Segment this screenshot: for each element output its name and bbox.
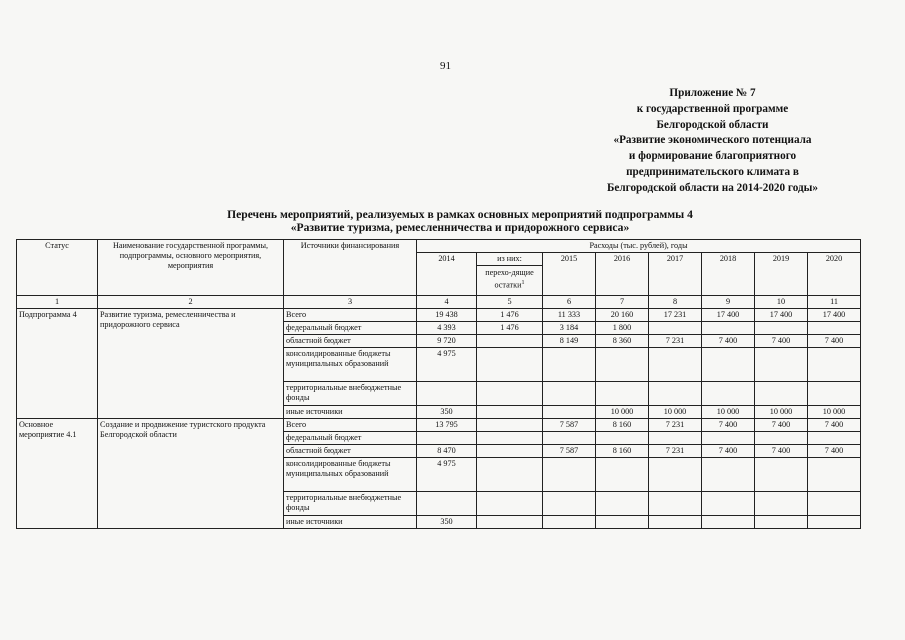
amount-cell [543, 458, 596, 492]
column-index: 2 [98, 296, 284, 309]
appendix-header [560, 86, 865, 197]
appendix-line: Белгородской области на 2014-2020 годы» [607, 181, 818, 194]
amount-cell: 7 400 [702, 445, 755, 458]
column-index: 9 [702, 296, 755, 309]
amount-cell [417, 382, 477, 406]
measure-name-cell: Развитие туризма, ремесленничества и придорожного сервиса [98, 309, 284, 419]
amount-cell [649, 492, 702, 516]
column-index: 3 [284, 296, 417, 309]
amount-cell [808, 322, 861, 335]
amount-cell: 1 800 [596, 322, 649, 335]
amount-cell: 7 587 [543, 445, 596, 458]
amount-cell: 7 400 [808, 445, 861, 458]
appendix-line: Приложение № 7 [669, 87, 756, 99]
amount-cell [596, 458, 649, 492]
amount-cell [596, 382, 649, 406]
amount-cell: 7 400 [702, 419, 755, 432]
amount-cell: 8 149 [543, 335, 596, 348]
amount-cell: 7 231 [649, 445, 702, 458]
table-row [17, 419, 861, 432]
footnote-mark: 1 [521, 280, 525, 286]
amount-cell [417, 492, 477, 516]
header-carryover [477, 253, 543, 296]
table-row [17, 309, 861, 322]
amount-cell [477, 445, 543, 458]
amount-cell: 8 470 [417, 445, 477, 458]
amount-cell [808, 492, 861, 516]
column-index: 6 [543, 296, 596, 309]
amount-cell: 4 975 [417, 348, 477, 382]
column-index: 10 [755, 296, 808, 309]
measure-name-cell: Создание и продвижение туристского продукта Белгородской области [98, 419, 284, 529]
amount-cell [596, 348, 649, 382]
amount-cell [543, 406, 596, 419]
amount-cell: 4 393 [417, 322, 477, 335]
amount-cell: 8 160 [596, 419, 649, 432]
amount-cell [477, 458, 543, 492]
amount-cell [755, 382, 808, 406]
amount-cell: 20 160 [596, 309, 649, 322]
status-cell: Подпрограмма 4 [17, 309, 98, 419]
amount-cell: 10 000 [596, 406, 649, 419]
amount-cell [808, 432, 861, 445]
amount-cell: 13 795 [417, 419, 477, 432]
column-index: 7 [596, 296, 649, 309]
amount-cell [702, 382, 755, 406]
amount-cell: 10 000 [755, 406, 808, 419]
amount-cell [702, 322, 755, 335]
amount-cell [808, 348, 861, 382]
amount-cell [596, 492, 649, 516]
amount-cell: 17 400 [702, 309, 755, 322]
column-index: 4 [417, 296, 477, 309]
table-body [17, 309, 861, 529]
header-year-2014: 2014 [417, 253, 477, 296]
header-year-2019: 2019 [755, 253, 808, 296]
title-line-2: «Развитие туризма, ремесленничества и придорожного сервиса» [290, 221, 630, 234]
amount-cell [477, 492, 543, 516]
appendix-line: к государственной программе [636, 102, 789, 115]
funding-source-cell: иные источники [284, 406, 417, 419]
measures-table [16, 239, 861, 529]
status-cell: Основное мероприятие 4.1 [17, 419, 98, 529]
amount-cell: 10 000 [808, 406, 861, 419]
funding-source-cell: территориальные внебюджетные фонды [284, 492, 417, 516]
amount-cell: 9 720 [417, 335, 477, 348]
amount-cell [477, 419, 543, 432]
amount-cell: 8 360 [596, 335, 649, 348]
appendix-line: Белгородской области [656, 118, 769, 131]
amount-cell: 7 231 [649, 419, 702, 432]
funding-source-cell: федеральный бюджет [284, 322, 417, 335]
amount-cell [543, 516, 596, 529]
amount-cell: 350 [417, 406, 477, 419]
amount-cell [543, 382, 596, 406]
amount-cell [596, 516, 649, 529]
amount-cell: 3 184 [543, 322, 596, 335]
title-line-1: Перечень мероприятий, реализуемых в рамках основных мероприятий подпрограммы 4 [227, 208, 693, 221]
amount-cell [755, 458, 808, 492]
amount-cell: 7 400 [755, 335, 808, 348]
header-year-2017: 2017 [649, 253, 702, 296]
amount-cell [755, 516, 808, 529]
header-status: Статус [17, 240, 98, 296]
amount-cell: 11 333 [543, 309, 596, 322]
amount-cell [649, 322, 702, 335]
amount-cell [649, 348, 702, 382]
amount-cell: 10 000 [702, 406, 755, 419]
amount-cell: 10 000 [649, 406, 702, 419]
amount-cell: 7 587 [543, 419, 596, 432]
amount-cell [477, 335, 543, 348]
amount-cell [477, 516, 543, 529]
amount-cell [755, 348, 808, 382]
amount-cell [543, 348, 596, 382]
amount-cell [596, 432, 649, 445]
amount-cell [755, 492, 808, 516]
amount-cell: 7 400 [808, 335, 861, 348]
amount-cell [808, 458, 861, 492]
amount-cell [649, 382, 702, 406]
funding-source-cell: областной бюджет [284, 335, 417, 348]
carryover-text: перехо-дящие остатки [485, 268, 534, 290]
appendix-line: «Развитие экономического потенциала [613, 134, 812, 147]
amount-cell [702, 516, 755, 529]
amount-cell [702, 458, 755, 492]
header-carryover-label [477, 266, 542, 292]
amount-cell [755, 322, 808, 335]
funding-source-cell: консолидированные бюджеты муниципальных образований [284, 458, 417, 492]
document-title [110, 208, 810, 234]
column-index-row [17, 296, 861, 309]
amount-cell: 19 438 [417, 309, 477, 322]
amount-cell: 350 [417, 516, 477, 529]
header-year-2016: 2016 [596, 253, 649, 296]
amount-cell: 7 231 [649, 335, 702, 348]
amount-cell: 4 975 [417, 458, 477, 492]
header-year-2020: 2020 [808, 253, 861, 296]
amount-cell [702, 492, 755, 516]
page-number: 91 [440, 60, 451, 72]
header-sources: Источники финансирования [284, 240, 417, 296]
amount-cell: 17 400 [755, 309, 808, 322]
amount-cell [543, 432, 596, 445]
amount-cell: 7 400 [755, 445, 808, 458]
funding-source-cell: Всего [284, 419, 417, 432]
header-year-2015: 2015 [543, 253, 596, 296]
header-expenses: Расходы (тыс. рублей), годы [417, 240, 861, 253]
amount-cell [417, 432, 477, 445]
column-index: 5 [477, 296, 543, 309]
column-index: 11 [808, 296, 861, 309]
amount-cell [649, 458, 702, 492]
funding-source-cell: территориальные внебюджетные фонды [284, 382, 417, 406]
amount-cell [543, 492, 596, 516]
amount-cell [477, 348, 543, 382]
amount-cell: 7 400 [702, 335, 755, 348]
column-index: 8 [649, 296, 702, 309]
amount-cell [702, 432, 755, 445]
amount-cell [649, 432, 702, 445]
funding-source-cell: Всего [284, 309, 417, 322]
amount-cell: 7 400 [755, 419, 808, 432]
amount-cell [477, 432, 543, 445]
amount-cell [755, 432, 808, 445]
amount-cell: 7 400 [808, 419, 861, 432]
header-of-them: из них: [477, 253, 542, 266]
funding-source-cell: федеральный бюджет [284, 432, 417, 445]
funding-source-cell: консолидированные бюджеты муниципальных образований [284, 348, 417, 382]
amount-cell [808, 382, 861, 406]
amount-cell: 1 476 [477, 309, 543, 322]
header-year-2018: 2018 [702, 253, 755, 296]
amount-cell [702, 348, 755, 382]
appendix-line: и формирование благоприятного [628, 150, 797, 163]
funding-source-cell: областной бюджет [284, 445, 417, 458]
table-header [17, 240, 861, 296]
amount-cell [649, 516, 702, 529]
amount-cell: 17 400 [808, 309, 861, 322]
amount-cell [477, 382, 543, 406]
amount-cell [477, 406, 543, 419]
amount-cell: 17 231 [649, 309, 702, 322]
amount-cell: 8 160 [596, 445, 649, 458]
amount-cell [808, 516, 861, 529]
amount-cell: 1 476 [477, 322, 543, 335]
funding-source-cell: иные источники [284, 516, 417, 529]
column-index: 1 [17, 296, 98, 309]
appendix-line: предпринимательского климата в [626, 165, 799, 178]
header-name: Наименование государственной программы, подпрограммы, основного мероприятия, мероприятия [98, 240, 284, 296]
